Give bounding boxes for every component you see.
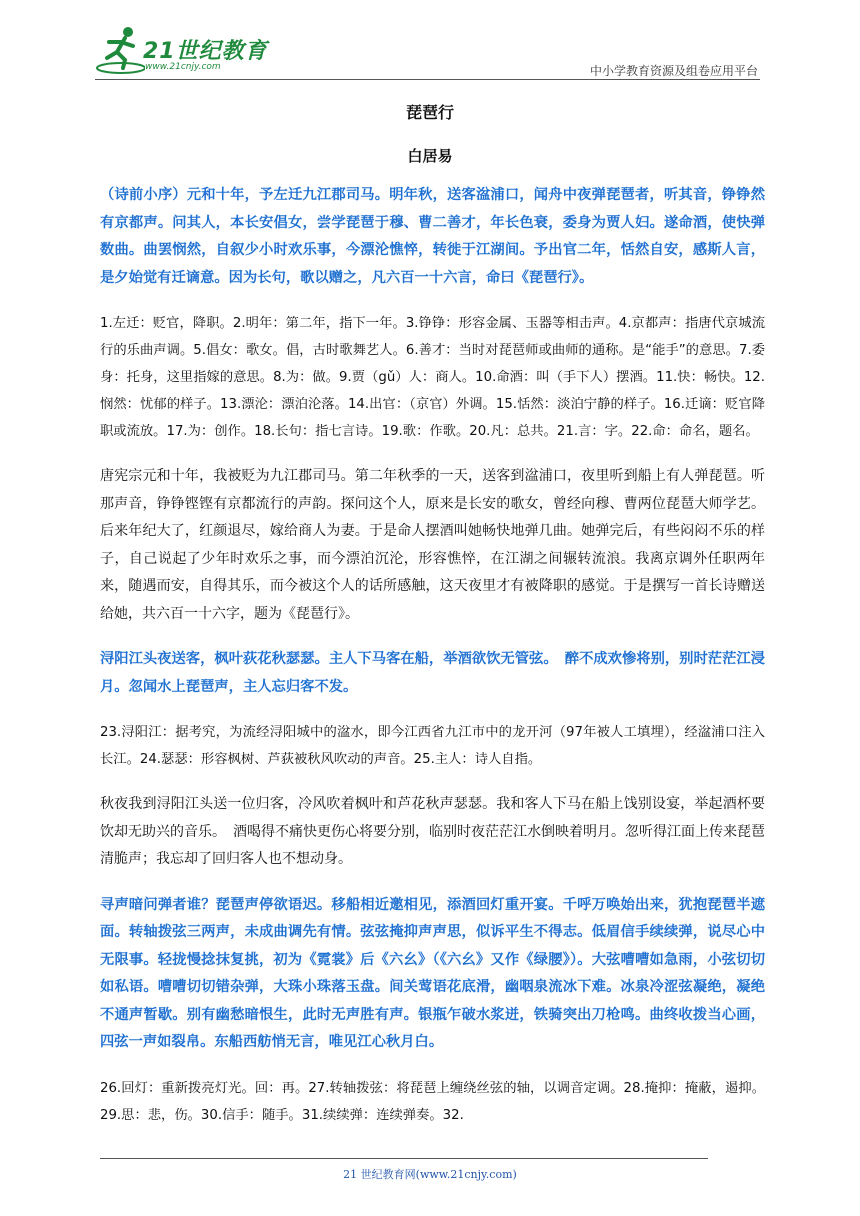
logo-text: 21世纪教育 (143, 39, 268, 64)
verse-2-original: 寻声暗问弹者谁？琵琶声停欲语迟。移船相近邀相见，添酒回灯重开宴。千呼万唤始出来，犹抱琵琶半遮面。转轴拨弦三两声，未成曲调先有情。弦弦掩抑声声思，似诉平生不得志。低眉信手续续弹，说尽心中无限事。轻拢慢捻抹复挑，初为《霓裳》后《六幺》（《六幺》又作《绿腰》）。大弦嘈嘈如急雨，小弦切切如私语。嘈嘈切切错杂弹，大珠小珠落玉盘。间关莺语花底滑，幽咽泉流冰下难。冰泉冷涩弦凝绝，凝绝不通声暂歇。别有幽愁暗恨生，此时无声胜有声。银瓶乍破水浆迸，铁骑突出刀枪鸣。曲终收拨当心画，四弦一声如裂帛。东船西舫悄无言，唯见江心秋月白。 (100, 896, 765, 1050)
runner-logo-icon (95, 24, 145, 76)
verse-2-notes: 26.回灯：重新拨亮灯光。回：再。27.转轴拨弦：将琵琶上缠绕丝弦的轴，以调音定调。28.掩抑：掩蔽，遏抑。29.思：悲，伤。30.信手：随手。31.续续弹：连续弹奏。32. (100, 1080, 765, 1123)
logo (95, 22, 268, 78)
verse-1-original: 浔阳江头夜送客，枫叶荻花秋瑟瑟。主人下马客在船，举酒欲饮无管弦。 醉不成欢惨将别，别时茫茫江浸月。忽闻水上琵琶声，主人忘归客不发。 (100, 651, 765, 695)
preface-original: （诗前小序）元和十年，予左迁九江郡司马。明年秋，送客湓浦口，闻舟中夜弹琵琶者，听其音，铮铮然有京都声。问其人，本长安倡女，尝学琵琶于穆、曹二善才，年长色衰，委身为贾人妇。遂命酒，使快弹数曲。曲罢悯然，自叙少小时欢乐事，今漂沦憔悴，转徙于江湖间。予出官二年，恬然自安，感斯人言，是夕始觉有迁谪意。因为长句，歌以赠之，凡六百一十六言，命曰《琵琶行》。 (100, 187, 765, 286)
page-footer: 21 世纪教育网(www.21cnjy.com) (343, 1168, 517, 1181)
header-tagline: 中小学教育资源及组卷应用平台 (589, 64, 758, 78)
document-author: 白居易 (407, 147, 453, 165)
preface-notes: 1.左迁：贬官，降职。2.明年：第二年，指下一年。3.铮铮：形容金属、玉器等相击声。4.京都声：指唐代京城流行的乐曲声调。5.倡女：歌女。倡，古时歌舞艺人。6.善才：当时对琵琶师或曲师的通称。是“能手”的意思。7.委身：托身，这里指嫁的意思。8.为：做。9.贾（gǔ）人：商人。10.命酒：叫（手下人）摆酒。11.快：畅快。12.悯然：忧郁的样子。13.漂沦：漂泊沦落。14.出官：（京官）外调。15.恬然：淡泊宁静的样子。16.迁谪：贬官降职或流放。17.为：创作。18.长句：指七言诗。19.歌：作歌。20.凡：总共。21.言：字。22.命：命名，题名。 (100, 316, 765, 439)
document-title: 琵琶行 (405, 103, 454, 122)
document-body (100, 182, 765, 1147)
verse-1-notes: 23.浔阳江：据考究，为流经浔阳城中的湓水，即今江西省九江市中的龙开河（97年被人工填埋），经湓浦口注入长江。24.瑟瑟：形容枫树、芦荻被秋风吹动的声音。25.主人：诗人自指。 (100, 725, 765, 767)
footer-divider (100, 1158, 708, 1159)
verse-1-translation: 秋夜我到浔阳江头送一位归客，冷风吹着枫叶和芦花秋声瑟瑟。我和客人下马在船上饯别设宴，举起酒杯要饮却无助兴的音乐。 酒喝得不痛快更伤心将要分别，临别时夜茫茫江水倒映着明月。忽听得江面上传来琵琶清脆声；我忘却了回归客人也不想动身。 (100, 796, 765, 867)
logo-url: www.21cnjy.com (145, 62, 221, 72)
page-header (95, 22, 760, 82)
preface-translation: 唐宪宗元和十年，我被贬为九江郡司马。第二年秋季的一天，送客到湓浦口，夜里听到船上有人弹琵琶。听那声音，铮铮铿铿有京都流行的声韵。探问这个人，原来是长安的歌女，曾经向穆、曹两位琵琶大师学艺。后来年纪大了，红颜退尽，嫁给商人为妻。于是命人摆酒叫她畅快地弹几曲。她弹完后，有些闷闷不乐的样子，自己说起了少年时欢乐之事，而今漂泊沉沦，形容憔悴，在江湖之间辗转流浪。我离京调外任职两年来，随遇而安，自得其乐，而今被这个人的话所感触，这天夜里才有被降职的感觉。于是撰写一首长诗赠送给她，共六百一十六字，题为《琵琶行》。 (100, 468, 765, 622)
header-divider (95, 79, 760, 80)
